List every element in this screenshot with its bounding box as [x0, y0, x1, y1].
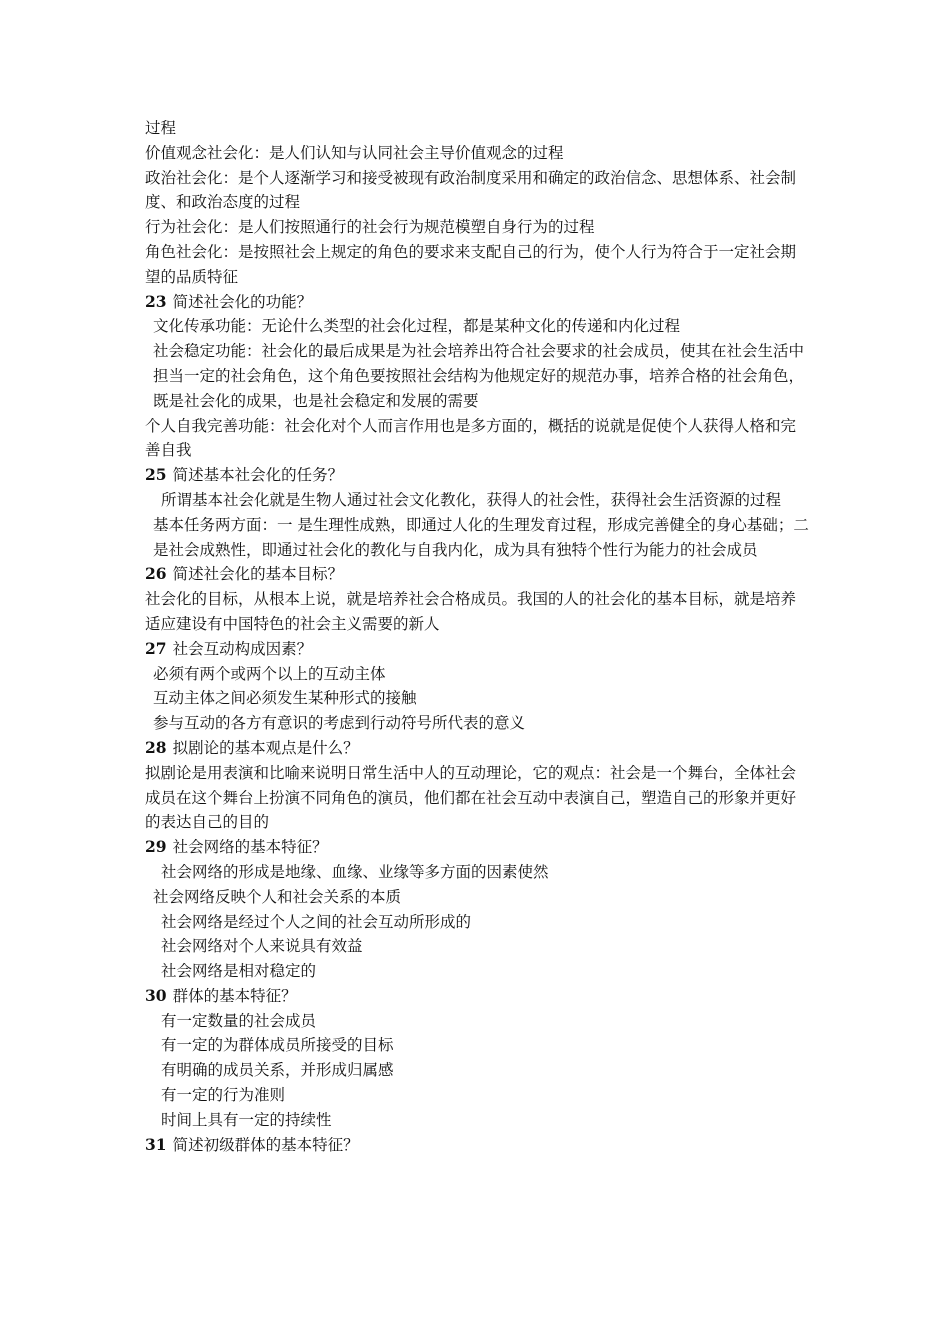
paragraph-line: 必须有两个或两个以上的互动主体 — [153, 664, 386, 683]
question-number: 28 — [145, 737, 167, 757]
paragraph-line: 社会网络是相对稳定的 — [161, 962, 317, 981]
paragraph-line: 基本任务两方面：一 是生理性成熟，即通过人化的生理发育过程，形成完善健全的身心基础；二是社会成熟性，即通过社会化的教化与自我内化，成为具有独特个性行为能力的社会成员 — [153, 515, 809, 559]
question-text: 简述社会化的基本目标？ — [172, 565, 344, 584]
question-text: 拟剧论的基本观点是什么？ — [172, 738, 359, 757]
question-heading — [145, 984, 810, 1009]
paragraph-line: 有一定的为群体成员所接受的目标 — [161, 1036, 394, 1055]
question-heading — [145, 835, 810, 860]
paragraph-line: 社会网络是经过个人之间的社会互动所形成的 — [161, 912, 472, 931]
question-text: 简述基本社会化的任务？ — [172, 466, 344, 485]
paragraph-line: 个人自我完善功能：社会化对个人而言作用也是多方面的，概括的说就是促使个人获得人格和完善自我 — [145, 416, 797, 460]
paragraph-line: 有一定的行为准则 — [161, 1086, 286, 1105]
question-number: 29 — [145, 837, 167, 857]
paragraph-line: 互动主体之间必须发生某种形式的接触 — [153, 689, 417, 708]
paragraph-line: 有明确的成员关系，并形成归属感 — [161, 1061, 394, 1080]
paragraph-line: 社会化的目标，从根本上说，就是培养社会合格成员。我国的人的社会化的基本目标，就是培养适应建设有中国特色的社会主义需要的新人 — [145, 590, 797, 633]
paragraph-line: 时间上具有一定的持续性 — [161, 1110, 332, 1129]
question-number: 23 — [145, 291, 167, 311]
question-text: 简述社会化的功能？ — [172, 292, 313, 311]
question-number: 26 — [145, 564, 167, 584]
question-number: 31 — [145, 1134, 167, 1154]
question-heading — [145, 463, 810, 488]
paragraph-line: 所谓基本社会化就是生物人通过社会文化教化，获得人的社会性，获得社会生活资源的过程 — [161, 490, 782, 509]
question-number: 25 — [145, 465, 167, 485]
question-heading — [145, 637, 810, 662]
paragraph-line: 角色社会化：是按照社会上规定的角色的要求来支配自己的行为，使个人行为符合于一定社会期望的品质特征 — [145, 242, 797, 286]
paragraph-line: 行为社会化：是人们按照通行的社会行为规范模塑自身行为的过程 — [145, 218, 595, 237]
document-body — [145, 116, 810, 1157]
question-number: 27 — [145, 638, 167, 658]
question-heading — [145, 1133, 810, 1158]
question-heading — [145, 290, 810, 315]
question-text: 社会互动构成因素？ — [172, 639, 313, 658]
question-heading — [145, 562, 810, 587]
question-heading — [145, 736, 810, 761]
paragraph-line: 社会网络对个人来说具有效益 — [161, 937, 363, 956]
paragraph-line: 社会稳定功能：社会化的最后成果是为社会培养出符合社会要求的社会成员，使其在社会生活中担当一定的社会角色，这个角色要按照社会结构为他规定好的规范办事，培养合格的社会角色，既是社会化的成果，也是社会稳定和发展的需要 — [153, 342, 805, 410]
paragraph-line: 拟剧论是用表演和比喻来说明日常生活中人的互动理论，它的观点：社会是一个舞台，全体社会成员在这个舞台上扮演不同角色的演员，他们都在社会互动中表演自己，塑造自己的形象并更好的表达自己的目的 — [145, 763, 797, 832]
paragraph-line: 社会网络的形成是地缘、血缘、业缘等多方面的因素使然 — [161, 862, 549, 881]
question-text: 社会网络的基本特征？ — [172, 838, 328, 857]
paragraph-line: 有一定数量的社会成员 — [161, 1011, 317, 1030]
paragraph-line: 价值观念社会化：是人们认知与认同社会主导价值观念的过程 — [145, 143, 564, 162]
paragraph-line: 文化传承功能：无论什么类型的社会化过程，都是某种文化的传递和内化过程 — [153, 317, 681, 336]
paragraph-line: 政治社会化：是个人逐渐学习和接受被现有政治制度采用和确定的政治信念、思想体系、社会制度、和政治态度的过程 — [145, 168, 797, 212]
paragraph-line: 社会网络反映个人和社会关系的本质 — [153, 887, 402, 906]
paragraph-line: 过程 — [145, 119, 177, 137]
question-text: 简述初级群体的基本特征？ — [172, 1135, 359, 1154]
question-number: 30 — [145, 985, 167, 1005]
question-text: 群体的基本特征？ — [172, 986, 297, 1005]
paragraph-line: 参与互动的各方有意识的考虑到行动符号所代表的意义 — [153, 714, 526, 733]
